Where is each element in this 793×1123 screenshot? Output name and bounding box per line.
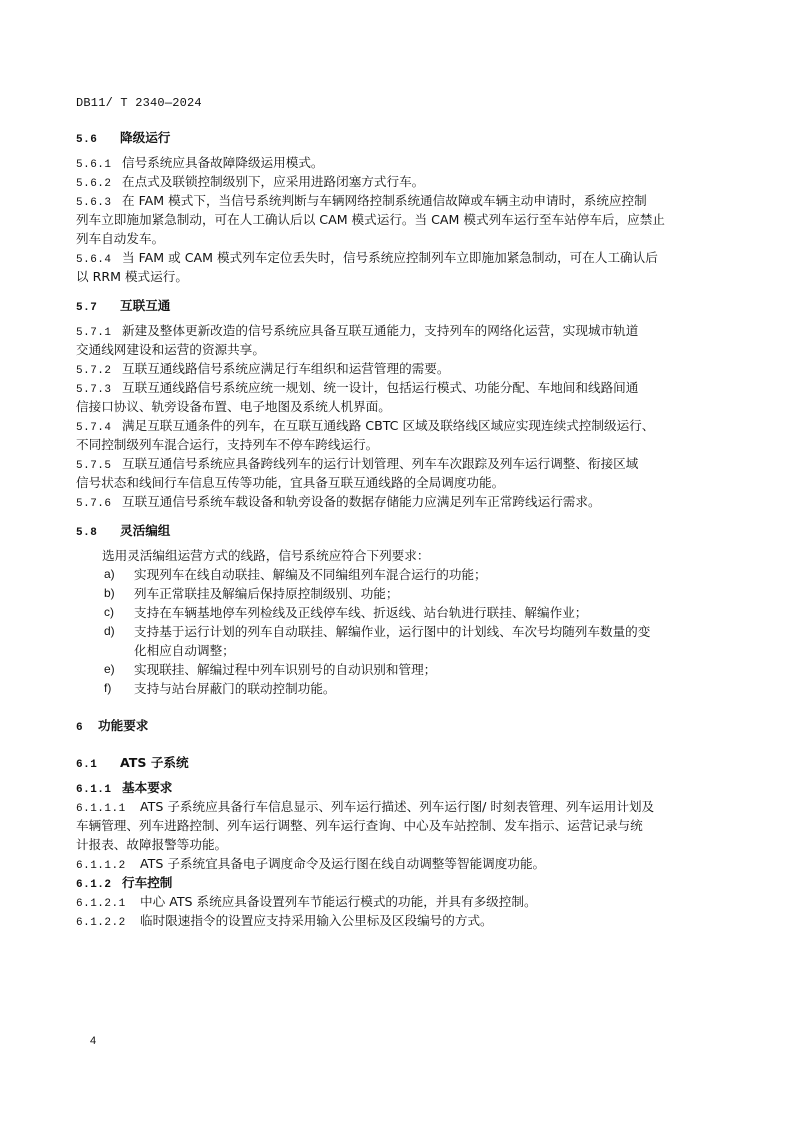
- clause-5-7-6: 5.7.6 互联互通信号系统车载设备和轨旁设备的数据存储能力应满足列车正常跨线运行需求。: [76, 494, 601, 510]
- clause-5-7-2: 5.7.2 互联互通线路信号系统应满足行车组织和运营管理的需要。: [76, 361, 450, 377]
- clause-5-7-3-cont: 信接口协议、轨旁设备布置、电子地图及系统人机界面。: [76, 399, 391, 414]
- document-body: [76, 128, 716, 930]
- section-heading-5-7: 5.7 互联互通: [76, 298, 171, 314]
- clause-6-1-1-1-cont: 计报表、故障报警等功能。: [76, 837, 228, 852]
- clause-6-1-1-1-cont: 车辆管理、列车进路控制、列车运行调整、列车运行查询、中心及车站控制、发车指示、运营记录与统: [76, 818, 643, 833]
- clause-5-7-1: 5.7.1 新建及整体更新改造的信号系统应具备互联互通能力，支持列车的网络化运营，实现城市轨道: [76, 323, 639, 339]
- list-item: f) 支持与站台屏蔽门的联动控制功能。: [104, 681, 336, 696]
- page-number: 4: [90, 1035, 97, 1047]
- section-heading-5-8: 5.8 灵活编组: [76, 523, 171, 539]
- chapter-heading-6: 6 功能要求: [76, 718, 149, 734]
- clause-6-1-1-2: 6.1.1.2 ATS 子系统宜具备电子调度命令及运行图在线自动调整等智能调度功能。: [76, 856, 546, 872]
- list-item: e) 实现联挂、解编过程中列车识别号的自动识别和管理；: [104, 662, 437, 677]
- clause-6-1-2-2: 6.1.2.2 临时限速指令的设置应支持采用输入公里标及区段编号的方式。: [76, 913, 493, 929]
- clause-5-7-1-cont: 交通线网建设和运营的资源共享。: [76, 342, 265, 357]
- clause-5-6-1: 5.6.1 信号系统应具备故障降级运用模式。: [76, 155, 324, 171]
- list-item: a) 实现列车在线自动联挂、解编及不同编组列车混合运行的功能；: [104, 567, 487, 582]
- clause-5-7-5-cont: 信号状态和线间行车信息互传等功能，宜具备互联互通线路的全局调度功能。: [76, 475, 505, 490]
- clause-6-1-1-1: 6.1.1.1 ATS 子系统应具备行车信息显示、列车运行描述、列车运行图/ 时刻表管理、列车运用计划及: [76, 799, 655, 815]
- clause-5-6-3-cont: 列车自动发车。: [76, 231, 165, 246]
- clause-5-7-5: 5.7.5 互联互通信号系统应具备跨线列车的运行计划管理、列车车次跟踪及列车运行调整、衔接区域: [76, 456, 639, 472]
- clause-5-7-3: 5.7.3 互联互通线路信号系统应统一规划、统一设计，包括运行模式、功能分配、车地间和线路间通: [76, 380, 639, 396]
- list-item: d) 支持基于运行计划的列车自动联挂、解编作业，运行图中的计划线、车次号均随列车数量的变: [104, 624, 651, 639]
- clause-5-7-4: 5.7.4 满足互联互通条件的列车，在互联互通线路 CBTC 区域及联络线区域应实现连续式控制级运行、: [76, 418, 655, 434]
- section-heading-6-1: 6.1 ATS 子系统: [76, 755, 189, 771]
- clause-5-7-4-cont: 不同控制级列车混合运行，支持列车不停车跨线运行。: [76, 437, 379, 452]
- clause-5-6-2: 5.6.2 在点式及联锁控制级别下，应采用进路闭塞方式行车。: [76, 174, 425, 190]
- document-code: DB11/ T 2340—2024: [76, 96, 202, 110]
- list-item: b) 列车正常联挂及解编后保持原控制级别、功能；: [104, 586, 399, 601]
- subsection-heading-6-1-1: 6.1.1 基本要求: [76, 780, 173, 796]
- clause-6-1-2-1: 6.1.2.1 中心 ATS 系统应具备设置列车节能运行模式的功能，并具有多级控制。: [76, 894, 537, 910]
- clause-5-6-3: 5.6.3 在 FAM 模式下，当信号系统判断与车辆网络控制系统通信故障或车辆主动申请时，系统应控制: [76, 193, 647, 209]
- list-item: c) 支持在车辆基地停车列检线及正线停车线、折返线、站台轨进行联挂、解编作业；: [104, 605, 588, 620]
- section-5-8-intro: 选用灵活编组运营方式的线路，信号系统应符合下列要求：: [102, 548, 430, 563]
- subsection-heading-6-1-2: 6.1.2 行车控制: [76, 875, 173, 891]
- clause-5-6-4: 5.6.4 当 FAM 或 CAM 模式列车定位丢失时，信号系统应控制列车立即施加紧急制动，可在人工确认后: [76, 250, 658, 266]
- list-item-cont: 化相应自动调整；: [134, 643, 235, 658]
- section-heading-5-6: 5.6 降级运行: [76, 130, 171, 146]
- clause-5-6-3-cont: 列车立即施加紧急制动，可在人工确认后以 CAM 模式运行。当 CAM 模式列车运行至车站停车后，应禁止: [76, 212, 665, 227]
- clause-5-6-4-cont: 以 RRM 模式运行。: [76, 269, 188, 284]
